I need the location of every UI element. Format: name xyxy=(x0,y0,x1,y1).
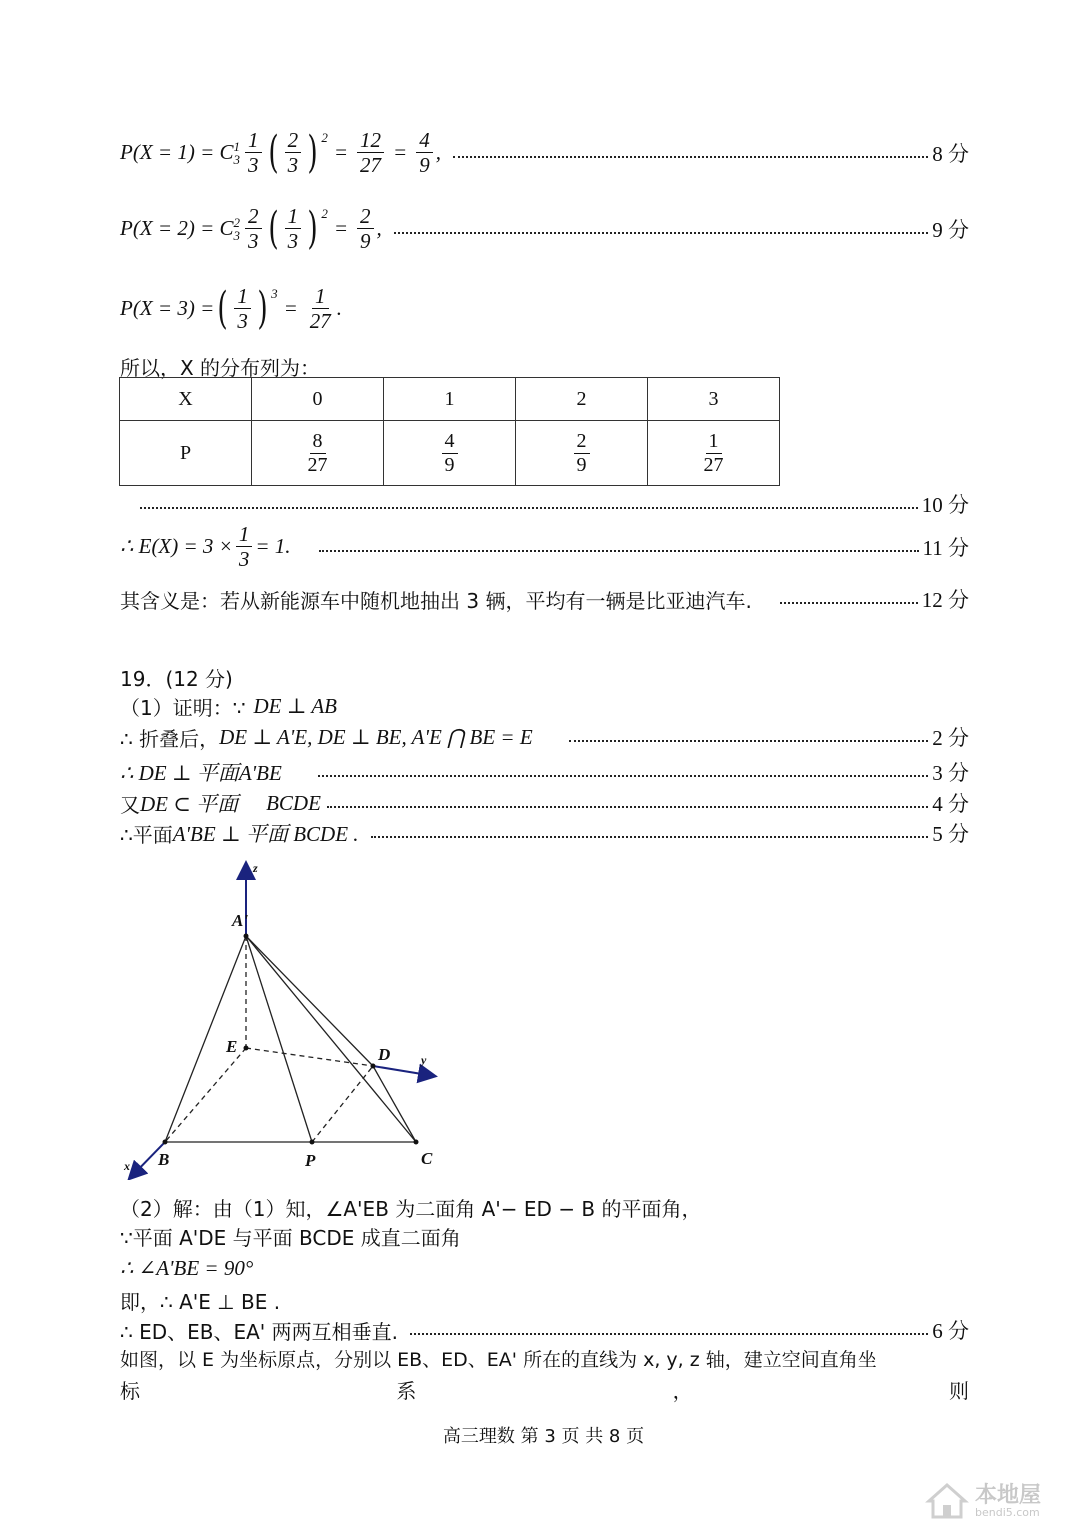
point-b xyxy=(163,1140,168,1145)
frac-den: 3 xyxy=(237,309,248,334)
subset-plane: BCDE xyxy=(266,790,321,815)
expectation-rhs: = 1. xyxy=(255,534,291,559)
edge-e-d xyxy=(246,1048,373,1066)
fold-line xyxy=(120,722,969,752)
frac-num: 2 xyxy=(245,204,262,229)
ie-text: 即，∴ A'E ⊥ BE . xyxy=(120,1290,281,1314)
dotted-leader xyxy=(780,602,918,604)
dotted-leader xyxy=(327,806,928,808)
coord-continued-line xyxy=(120,1375,969,1404)
page-footer: 高三理数 第 3 页 共 8 页 xyxy=(442,1426,645,1447)
frac-num: 4 xyxy=(442,430,458,454)
spread-word: 系 xyxy=(396,1379,417,1403)
proof-premise: DE ⊥ AB xyxy=(253,694,337,718)
table-cell xyxy=(516,421,648,486)
power: 2 xyxy=(321,206,328,221)
mutual-text: ∴ ED、EB、EA' 两两互相垂直. xyxy=(120,1319,399,1344)
frac-num: 1 xyxy=(236,522,253,547)
score10-line xyxy=(140,489,969,519)
label-b: B xyxy=(158,1150,170,1169)
ie-line xyxy=(120,1286,969,1315)
y-axis xyxy=(373,1066,434,1076)
power: 3 xyxy=(271,286,278,301)
edge-a-p xyxy=(246,936,312,1142)
geometry-figure xyxy=(110,850,470,1180)
angle-text: ∴ ∠A'BE = 90° xyxy=(120,1256,254,1280)
edge-p-d xyxy=(312,1066,373,1142)
mutual-line xyxy=(120,1315,969,1345)
table-cell: 0 xyxy=(252,378,384,421)
score-5: 5 分 xyxy=(932,822,969,846)
subset-line xyxy=(120,788,969,818)
dotted-leader xyxy=(318,775,928,777)
expectation-line xyxy=(120,522,969,571)
score-9: 9 分 xyxy=(932,217,969,242)
coord-line xyxy=(120,1345,969,1372)
label-x: x xyxy=(124,1159,130,1173)
spread-word: 标 xyxy=(120,1379,140,1403)
table-cell: 1 xyxy=(384,378,516,421)
dotted-leader xyxy=(453,156,928,158)
meaning-line xyxy=(120,584,969,614)
perp-statement: ∴ DE ⊥ 平面A'BE xyxy=(120,761,282,785)
frac-num: 1 xyxy=(234,284,251,309)
edge-a-c xyxy=(246,936,416,1142)
frac-num: 2 xyxy=(574,430,590,454)
proof-label: （1）证明：∵ xyxy=(120,696,246,720)
fold-statement: DE ⊥ A'E, DE ⊥ BE, A'E ⋂ BE = E xyxy=(219,724,533,749)
frac-den: 3 xyxy=(287,229,299,254)
dotted-leader xyxy=(140,507,918,509)
frac-den: 3 xyxy=(248,153,259,178)
dotted-leader xyxy=(319,550,919,552)
table-row xyxy=(120,378,780,421)
score-3: 3 分 xyxy=(932,761,969,785)
score-11: 11 分 xyxy=(922,535,969,560)
spread-word: ， xyxy=(672,1379,693,1403)
score-8: 8 分 xyxy=(932,141,969,166)
comb-sub: 3 xyxy=(233,227,240,243)
comb-sub: 3 xyxy=(233,151,240,167)
frac-den: 27 xyxy=(307,453,328,476)
frac-num: 8 xyxy=(310,430,326,454)
frac-num: 1 xyxy=(706,430,722,454)
table-row xyxy=(120,421,780,486)
solution-text: （2）解：由（1）知，∠A'EB 为二面角 A'− ED − B 的平面角， xyxy=(120,1197,702,1221)
dotted-leader xyxy=(371,836,929,838)
score-2: 2 分 xyxy=(932,726,969,750)
house-icon xyxy=(925,1481,969,1521)
frac-num: 2 xyxy=(357,204,374,229)
point-p xyxy=(310,1140,315,1145)
frac-num: 1 xyxy=(285,204,302,229)
frac-num: 12 xyxy=(357,128,384,153)
subset-statement: DE ⊂ 平面 xyxy=(140,792,239,816)
frac-den: 9 xyxy=(419,153,430,178)
frac-num: 1 xyxy=(245,128,262,153)
prob-x1-lhs: P(X = 1) = C xyxy=(120,140,234,165)
label-d: D xyxy=(378,1045,391,1064)
label-z: z xyxy=(253,861,258,875)
frac-num: 4 xyxy=(416,128,433,153)
edge-e-b xyxy=(165,1048,246,1142)
power: 2 xyxy=(321,130,328,145)
angle-line xyxy=(120,1256,969,1281)
frac-den: 3 xyxy=(238,547,250,572)
question-19-heading: 19．(12 分) xyxy=(120,667,233,691)
score-12: 12 分 xyxy=(921,588,969,612)
frac-num: 1 xyxy=(312,284,329,309)
frac-den: 3 xyxy=(248,229,259,254)
subset-label: 又 xyxy=(120,792,140,817)
dotted-leader xyxy=(410,1333,928,1335)
frac-den: 9 xyxy=(576,453,587,476)
table-cell: P xyxy=(120,421,252,486)
punct: , xyxy=(376,216,382,241)
plane-label: ∴平面 xyxy=(120,822,173,847)
watermark xyxy=(925,1476,1075,1526)
plane-line xyxy=(120,818,969,848)
comb-sup: 1 xyxy=(233,138,240,154)
prob-x2-line: P(X = 2) = C 2 3 $\frac{2}{3}$ ( $\frac{1}{3}$ ) 2 = $\frac{2}{9}$ , 9 分 xyxy=(120,202,969,254)
frac-den: 9 xyxy=(444,453,455,476)
label-c: C xyxy=(421,1149,433,1168)
label-e: E xyxy=(226,1037,238,1056)
meaning-text: 其含义是：若从新能源车中随机地抽出 3 辆，平均有一辆是比亚迪汽车. xyxy=(120,588,752,613)
table-cell: 2 xyxy=(516,378,648,421)
point-e xyxy=(244,1046,249,1051)
table-cell xyxy=(384,421,516,486)
frac-den: 27 xyxy=(309,309,331,334)
distribution-table xyxy=(119,377,780,486)
table-cell xyxy=(252,421,384,486)
perp-line xyxy=(120,757,969,787)
comb-sup: 2 xyxy=(233,214,240,230)
score-6: 6 分 xyxy=(932,1319,969,1343)
punct: , xyxy=(435,140,441,165)
edge-d-c xyxy=(373,1066,416,1142)
solution-line xyxy=(120,1193,969,1222)
proof-start-line xyxy=(120,692,969,721)
prob-x3-line: P(X = 3) = ( $\frac{1}{3}$ ) 3 = $\frac{1}{27}$ . xyxy=(120,282,342,334)
point-c xyxy=(414,1140,419,1145)
dihedral-text: ∵平面 A'DE 与平面 BCDE 成直二面角 xyxy=(120,1226,461,1250)
watermark-url: bendi5.com xyxy=(975,1505,1040,1519)
prob-x1-line: P(X = 1) = C 1 3 $\frac{1}{3}$ ( $\frac{2}{3}$ ) 2 = $\frac{12}{27}$ = $\frac{4}{9}$ , 8 分 xyxy=(120,126,969,178)
watermark-title: 本地屋 xyxy=(975,1482,1042,1508)
label-a: A' xyxy=(232,911,249,930)
label-p: P xyxy=(305,1151,316,1170)
label-y: y xyxy=(421,1053,427,1067)
dotted-leader xyxy=(569,740,929,742)
edge-a-d xyxy=(246,936,373,1066)
expectation-lhs: ∴ E(X) = 3 × xyxy=(120,534,233,559)
frac-den: 3 xyxy=(287,153,299,178)
table-cell: 3 xyxy=(648,378,780,421)
dihedral-line xyxy=(120,1222,969,1251)
point-d xyxy=(371,1064,376,1069)
punct: . xyxy=(336,296,342,321)
point-a xyxy=(244,934,249,939)
prob-x3-lhs: P(X = 3) = xyxy=(120,296,215,321)
prob-x2-lhs: P(X = 2) = C xyxy=(120,216,234,241)
distribution-intro: 所以，X 的分布列为： xyxy=(120,356,321,380)
frac-den: 9 xyxy=(360,229,371,254)
frac-num: 2 xyxy=(285,128,302,153)
fold-label: ∴ 折叠后， xyxy=(120,726,220,751)
plane-statement: A'BE ⊥ 平面 BCDE . xyxy=(172,822,359,846)
spread-word: 则 xyxy=(948,1379,969,1403)
coord-text: 如图，以 E 为坐标原点，分别以 EB、ED、EA' 所在的直线为 x, y, z 轴，建立空间直角坐 xyxy=(120,1349,877,1371)
score-10: 10 分 xyxy=(921,493,969,517)
score-4: 4 分 xyxy=(932,792,969,816)
dotted-leader xyxy=(394,232,928,234)
frac-den: 27 xyxy=(703,453,724,476)
table-cell xyxy=(648,421,780,486)
frac-den: 27 xyxy=(360,153,382,178)
table-cell: X xyxy=(120,378,252,421)
